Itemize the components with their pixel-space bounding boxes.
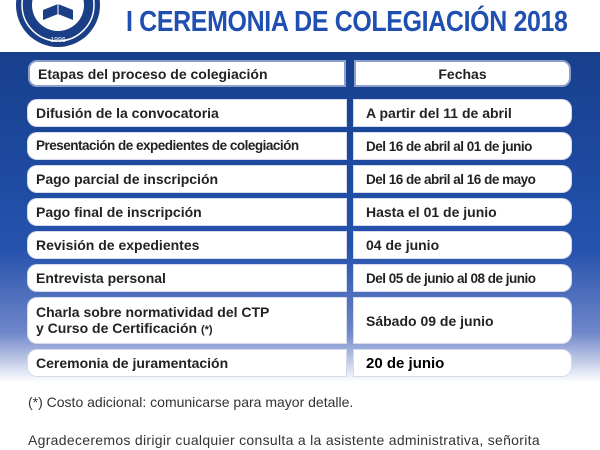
stage-line-2-text: y Curso de Certificación xyxy=(36,319,198,336)
stage-cell: Difusión de la convocatoria xyxy=(28,100,346,126)
date-cell: 04 de junio xyxy=(354,232,571,258)
page-title: I CEREMONIA DE COLEGIACIÓN 2018 xyxy=(126,6,568,38)
date-cell: Del 05 de junio al 08 de junio xyxy=(354,265,571,291)
date-cell: 20 de junio xyxy=(354,350,571,376)
stage-cell: Pago parcial de inscripción xyxy=(28,166,346,192)
seal-year: 1996 xyxy=(50,37,66,44)
college-seal-logo xyxy=(15,0,101,48)
date-cell: Hasta el 01 de junio xyxy=(354,199,571,225)
date-cell: Del 16 de abril al 16 de mayo xyxy=(354,166,571,192)
date-cell: Del 16 de abril al 01 de junio xyxy=(354,133,571,159)
stage-cell: Pago final de inscripción xyxy=(28,199,346,225)
date-cell: Sábado 09 de junio xyxy=(354,298,571,343)
stage-line-1: Charla sobre normatividad del CTP xyxy=(36,303,270,320)
stage-cell: Ceremonia de juramentación xyxy=(28,350,346,376)
stage-cell: Presentación de expedientes de colegiación xyxy=(28,133,346,159)
contact-paragraph: Agradeceremos dirigir cualquier consulta a la asistente administrativa, señorita xyxy=(28,432,540,448)
header-stages: Etapas del proceso de colegiación xyxy=(28,60,346,87)
date-cell: A partir del 11 de abril xyxy=(354,100,571,126)
footnote: (*) Costo adicional: comunicarse para mayor detalle. xyxy=(28,394,354,410)
stage-cell: Entrevista personal xyxy=(28,265,346,291)
cost-footnote-mark: (*) xyxy=(200,323,213,336)
header-dates: Fechas xyxy=(354,60,571,87)
stage-cell: Revisión de expedientes xyxy=(28,232,346,258)
stage-line-2 xyxy=(36,320,213,338)
stage-cell xyxy=(28,298,346,343)
